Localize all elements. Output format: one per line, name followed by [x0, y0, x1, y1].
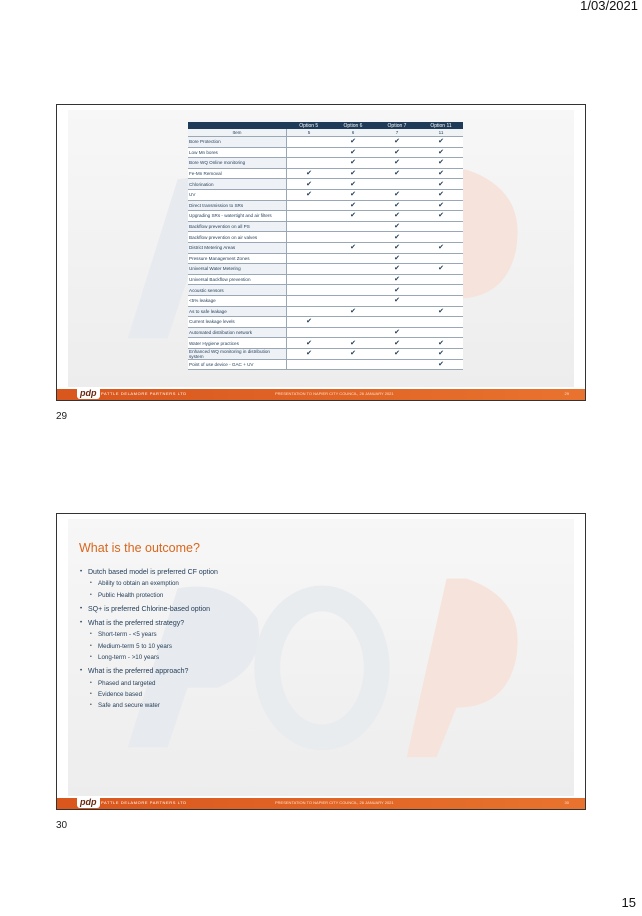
- slide-29: [56, 104, 586, 401]
- checkmark-cell: [331, 274, 375, 285]
- checkmark-cell: ✔: [419, 306, 463, 317]
- table-row-label: UV: [188, 189, 287, 200]
- table-row-label: Backflow prevention on air valves: [188, 232, 287, 243]
- checkmark-cell: ✔: [375, 168, 419, 179]
- table-row: [188, 242, 463, 253]
- presentation-title: PRESENTATION TO NAPIER CITY COUNCIL, 26 JANUARY 2021: [275, 391, 394, 396]
- table-subheader-row: [188, 129, 463, 137]
- table-row-label: Point of use device - GAC + UV: [188, 359, 287, 370]
- checkmark-cell: ✔: [287, 348, 332, 359]
- checkmark-cell: [287, 295, 332, 306]
- table-cell: 5: [287, 129, 332, 137]
- checkmark-cell: ✔: [419, 200, 463, 211]
- checkmark-cell: [331, 264, 375, 275]
- checkmark-cell: ✔: [331, 147, 375, 158]
- checkmark-cell: [419, 317, 463, 328]
- sub-bullet-item: • Medium-term 5 to 10 years: [79, 643, 218, 650]
- checkmark-cell: ✔: [375, 232, 419, 243]
- checkmark-cell: ✔: [375, 338, 419, 349]
- checkmark-cell: [419, 295, 463, 306]
- checkmark-cell: ✔: [419, 168, 463, 179]
- checkmark-cell: ✔: [419, 359, 463, 370]
- checkmark-cell: [331, 317, 375, 328]
- table-row: [188, 327, 463, 338]
- table-row: [188, 200, 463, 211]
- checkmark-cell: ✔: [375, 242, 419, 253]
- bullet-item: • SQ+ is preferred Chlorine-based option: [79, 606, 218, 613]
- checkmark-cell: [375, 359, 419, 370]
- table-row: [188, 306, 463, 317]
- checkmark-cell: ✔: [287, 338, 332, 349]
- checkmark-cell: ✔: [375, 211, 419, 222]
- checkmark-cell: ✔: [419, 189, 463, 200]
- slide-footer: [57, 798, 585, 809]
- table-row-label: Current leakage levels: [188, 317, 287, 328]
- table-row: [188, 348, 463, 359]
- checkmark-cell: [287, 327, 332, 338]
- checkmark-cell: ✔: [375, 285, 419, 296]
- checkmark-cell: ✔: [331, 338, 375, 349]
- sub-bullet-item: • Phased and targeted: [79, 680, 218, 687]
- checkmark-cell: ✔: [419, 264, 463, 275]
- company-name: PATTLE DELAMORE PARTNERS LTD: [101, 800, 187, 805]
- table-row: [188, 274, 463, 285]
- checkmark-cell: [331, 359, 375, 370]
- checkmark-cell: ✔: [287, 168, 332, 179]
- checkmark-cell: ✔: [419, 158, 463, 169]
- table-row: [188, 179, 463, 190]
- page-date: 1/03/2021: [580, 0, 638, 13]
- bullet-item: • Dutch based model is preferred CF option: [79, 569, 218, 576]
- table-cell: 7: [375, 129, 419, 137]
- table-row-label: Pressure Management Zones: [188, 253, 287, 264]
- bullet-item: • What is the preferred approach?: [79, 668, 218, 675]
- sub-bullet-item: • Ability to obtain an exemption: [79, 580, 218, 587]
- sub-bullet-item: • Short-term - <5 years: [79, 631, 218, 638]
- checkmark-cell: [287, 274, 332, 285]
- table-row: [188, 147, 463, 158]
- checkmark-cell: [419, 274, 463, 285]
- checkmark-cell: [419, 232, 463, 243]
- checkmark-cell: ✔: [375, 137, 419, 148]
- table-row-label: As to safe leakage: [188, 306, 287, 317]
- checkmark-cell: [331, 253, 375, 264]
- checkmark-cell: ✔: [331, 168, 375, 179]
- checkmark-cell: [287, 137, 332, 148]
- checkmark-cell: ✔: [375, 264, 419, 275]
- table-row: [188, 211, 463, 222]
- checkmark-cell: ✔: [331, 242, 375, 253]
- checkmark-cell: [287, 221, 332, 232]
- table-cell: Item: [188, 129, 287, 137]
- table-row-label: Bore Protection: [188, 137, 287, 148]
- checkmark-cell: ✔: [375, 189, 419, 200]
- bullet-list: [79, 569, 218, 717]
- checkmark-cell: [287, 253, 332, 264]
- sub-bullet-item: • Evidence based: [79, 691, 218, 698]
- checkmark-cell: ✔: [375, 200, 419, 211]
- checkmark-cell: ✔: [287, 179, 332, 190]
- checkmark-cell: ✔: [331, 189, 375, 200]
- checkmark-cell: [375, 317, 419, 328]
- table-row-label: Bore WQ Online monitoring: [188, 158, 287, 169]
- checkmark-cell: [331, 221, 375, 232]
- checkmark-cell: [287, 285, 332, 296]
- checkmark-cell: [375, 179, 419, 190]
- checkmark-cell: ✔: [331, 306, 375, 317]
- table-row-label: Backflow prevention on all PS: [188, 221, 287, 232]
- table-row: [188, 359, 463, 370]
- checkmark-cell: [331, 285, 375, 296]
- table-row: [188, 317, 463, 328]
- table-row: [188, 232, 463, 243]
- table-row: [188, 338, 463, 349]
- table-row-label: Fe-Mn Removal: [188, 168, 287, 179]
- table-row-label: District Metering Areas: [188, 242, 287, 253]
- table-row-label: Direct transmission to SRs: [188, 200, 287, 211]
- checkmark-cell: [287, 158, 332, 169]
- checkmark-cell: ✔: [419, 338, 463, 349]
- slide-number: 29: [56, 411, 68, 422]
- table-row-label: Universal Water Metering: [188, 264, 287, 275]
- checkmark-cell: ✔: [331, 179, 375, 190]
- checkmark-cell: [287, 264, 332, 275]
- table-row-label: Upgrading SRs - watertight and air filters: [188, 211, 287, 222]
- table-row: [188, 189, 463, 200]
- checkmark-cell: ✔: [375, 348, 419, 359]
- checkmark-cell: ✔: [331, 211, 375, 222]
- checkmark-cell: [287, 359, 332, 370]
- table-row: [188, 295, 463, 306]
- checkmark-cell: [287, 232, 332, 243]
- table-row-label: Acoustic sensors: [188, 285, 287, 296]
- slide-30: [56, 513, 586, 810]
- pdp-logo: pdp: [77, 797, 100, 808]
- checkmark-cell: ✔: [419, 348, 463, 359]
- table-header-cell: Option 11: [419, 122, 463, 129]
- sub-bullet-item: • Long-term - >10 years: [79, 654, 218, 661]
- checkmark-cell: ✔: [375, 327, 419, 338]
- checkmark-cell: [375, 306, 419, 317]
- slide-footer: [57, 389, 585, 400]
- checkmark-cell: ✔: [375, 147, 419, 158]
- checkmark-cell: [287, 147, 332, 158]
- checkmark-cell: [419, 253, 463, 264]
- checkmark-cell: [331, 295, 375, 306]
- checkmark-cell: [419, 327, 463, 338]
- options-table: [188, 122, 463, 370]
- checkmark-cell: ✔: [419, 147, 463, 158]
- slide-footer-number: 29: [564, 391, 569, 396]
- checkmark-cell: ✔: [375, 158, 419, 169]
- checkmark-cell: ✔: [419, 242, 463, 253]
- checkmark-cell: ✔: [287, 189, 332, 200]
- sub-bullet-item: • Public Health protection: [79, 592, 218, 599]
- table-row: [188, 158, 463, 169]
- company-name: PATTLE DELAMORE PARTNERS LTD: [101, 391, 187, 396]
- checkmark-cell: [331, 232, 375, 243]
- checkmark-cell: [287, 200, 332, 211]
- table-cell: 6: [331, 129, 375, 137]
- checkmark-cell: [287, 242, 332, 253]
- page-number: 15: [621, 895, 636, 910]
- table-row-label: Water Hygiene practices: [188, 338, 287, 349]
- table-cell: 11: [419, 129, 463, 137]
- pdp-logo: pdp: [77, 388, 100, 399]
- checkmark-cell: [287, 306, 332, 317]
- checkmark-cell: [331, 327, 375, 338]
- table-row-label: Automated distribution network: [188, 327, 287, 338]
- table-header-cell: [188, 122, 287, 129]
- checkmark-cell: [419, 221, 463, 232]
- bullet-item: • What is the preferred strategy?: [79, 620, 218, 627]
- table-row-label: <5% leakage: [188, 295, 287, 306]
- table-row: [188, 168, 463, 179]
- table-header-cell: Option 6: [331, 122, 375, 129]
- checkmark-cell: ✔: [375, 295, 419, 306]
- presentation-title: PRESENTATION TO NAPIER CITY COUNCIL, 26 JANUARY 2021: [275, 800, 394, 805]
- table-row-label: Enhanced WQ monitoring in distribution system: [188, 348, 287, 359]
- table-row: [188, 221, 463, 232]
- table-row: [188, 137, 463, 148]
- checkmark-cell: [287, 211, 332, 222]
- table-row-label: Low Mn bores: [188, 147, 287, 158]
- sub-bullet-item: • Safe and secure water: [79, 702, 218, 709]
- table-row: [188, 253, 463, 264]
- table-row: [188, 264, 463, 275]
- checkmark-cell: ✔: [331, 348, 375, 359]
- slide-title: What is the outcome?: [79, 541, 200, 555]
- checkmark-cell: ✔: [375, 274, 419, 285]
- table-header-cell: Option 5: [287, 122, 332, 129]
- checkmark-cell: ✔: [375, 253, 419, 264]
- table-row-label: Chlorination: [188, 179, 287, 190]
- checkmark-cell: ✔: [419, 137, 463, 148]
- slide-number: 30: [56, 820, 68, 831]
- checkmark-cell: ✔: [287, 317, 332, 328]
- slide-footer-number: 30: [564, 800, 569, 805]
- table-header-cell: Option 7: [375, 122, 419, 129]
- table-row: [188, 285, 463, 296]
- checkmark-cell: ✔: [331, 137, 375, 148]
- checkmark-cell: [419, 285, 463, 296]
- checkmark-cell: ✔: [419, 179, 463, 190]
- checkmark-cell: ✔: [375, 221, 419, 232]
- checkmark-cell: ✔: [331, 158, 375, 169]
- checkmark-cell: ✔: [331, 200, 375, 211]
- table-row-label: Universal Backflow prevention: [188, 274, 287, 285]
- checkmark-cell: ✔: [419, 211, 463, 222]
